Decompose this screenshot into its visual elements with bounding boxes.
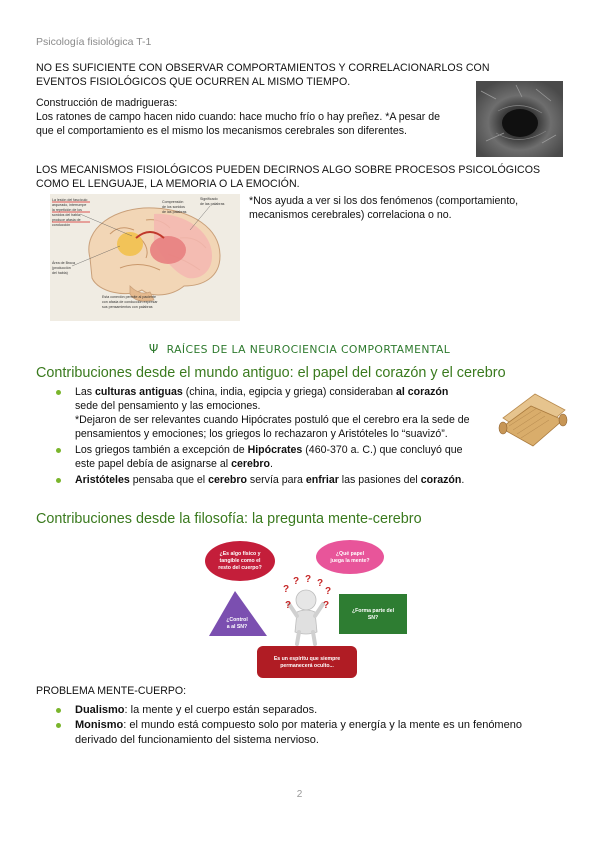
brain-label-bottom-3: sus pensamientos con palabras — [102, 305, 153, 309]
list-item: Las culturas antiguas (china, india, egipcia y griega) consideraban al corazón sede del pensamiento y las emociones. *Dejaron de ser relevantes cuando Hipócrates postuló que el cerebro era la sede de pensamientos y emociones; los griegos lo rechazaron y Aristóteles lo “suavizó”. — [56, 385, 486, 441]
brain-label-top-left-1: La lesión del fascículo — [52, 198, 88, 202]
list-item: Dualismo: la mente y el cuerpo están separados. — [56, 703, 556, 718]
bubble-pink-line-1: ¿Qué papel — [335, 551, 365, 557]
mundo-antiguo-list — [56, 385, 486, 487]
brain-label-top-left-2: arqueado, interrumpe — [52, 203, 87, 207]
svg-text:?: ? — [305, 574, 312, 585]
bottom-line-1: Es un espíritu que siempre — [273, 656, 341, 662]
brain-label-top-left-3: la repetición de los — [52, 208, 82, 212]
madrigueras-line-1: Los ratones de campo hacen nido cuando: hace mucho frío o hay preñez. *A pesar de — [36, 111, 441, 123]
brain-label-mid-2: de los sonidos — [162, 205, 185, 209]
papyrus-scroll-image — [497, 388, 569, 450]
svg-text:?: ? — [325, 586, 332, 597]
square-shape — [339, 594, 407, 634]
brain-label-top-left-5: produce afasia de — [52, 218, 81, 222]
thinking-person-icon — [289, 590, 323, 644]
brain-label-left-3: del habla) — [52, 271, 68, 275]
bubble-red-line-3: resto del cuerpo? — [218, 565, 262, 571]
page-number: 2 — [296, 789, 303, 800]
mouse-nest-photo — [476, 81, 563, 157]
bubble-pink — [316, 540, 384, 574]
list-item: Aristóteles pensaba que el cerebro servía para enfriar las pasiones del corazón. — [56, 473, 486, 487]
document-header: Psicología fisiológica T-1 — [36, 36, 152, 48]
bubble-red-line-1: ¿Es algo físico y — [219, 551, 261, 557]
brain-label-left-1: Área de Broca — [52, 261, 75, 265]
brain-label-top-left-4: sonidos del habla; — [52, 213, 81, 217]
mind-body-diagram — [205, 536, 410, 682]
svg-text:?: ? — [285, 600, 292, 611]
madrigueras-title: Construcción de madrigueras: — [36, 97, 178, 109]
square-line-2: SN? — [367, 615, 379, 621]
square-line-1: ¿Forma parte del — [351, 608, 395, 614]
mecanismos-line-2: COMO EL LENGUAJE, LA MEMORIA O LA EMOCIÓN. — [36, 178, 300, 190]
mecanismos-line-1: LOS MECANISMOS FISIOLÓGICOS PUEDEN DECIRNOS ALGO SOBRE PROCESOS PSICOLÓGICOS — [36, 164, 541, 176]
brain-label-bottom-2: con afasia de conducción expresar — [102, 300, 158, 304]
brain-label-mid-3: de las palabras — [162, 210, 187, 214]
problema-list — [56, 703, 556, 748]
bullet-icon — [56, 708, 61, 713]
note-line-2: mecanismos cerebrales) correlaciona o no. — [249, 209, 452, 221]
brain-label-left-2: (producción — [52, 266, 71, 270]
psi-icon: Ψ — [148, 342, 159, 356]
bullet-icon — [56, 390, 61, 395]
bullet-icon — [56, 723, 61, 728]
brain-label-mid-1: Comprensión — [162, 200, 184, 204]
bullet-icon — [56, 478, 61, 483]
brain-figure — [50, 194, 240, 321]
filosofia-heading: Contribuciones desde la filosofía: la pregunta mente-cerebro — [36, 511, 422, 527]
bullet-icon — [56, 448, 61, 453]
note-paragraph — [249, 194, 518, 222]
section-title — [0, 342, 599, 356]
section-title-text: RAÍCES DE LA NEUROCIENCIA COMPORTAMENTAL — [166, 343, 451, 356]
svg-text:?: ? — [293, 576, 300, 587]
bottom-line-2: permanecerá oculto... — [280, 663, 334, 669]
mundo-antiguo-heading: Contribuciones desde el mundo antiguo: el papel del corazón y el cerebro — [36, 365, 506, 381]
problema-title: PROBLEMA MENTE-CUERPO: — [36, 685, 187, 697]
mecanismos-paragraph — [36, 163, 540, 191]
intro-paragraph — [36, 61, 490, 89]
svg-text:?: ? — [323, 600, 330, 611]
note-line-1: *Nos ayuda a ver si los dos fenómenos (comportamiento, — [249, 195, 519, 207]
intro-line-2: EVENTOS FISIOLÓGICOS QUE OCURREN AL MISMO TIEMPO. — [36, 76, 351, 88]
brain-label-bottom-1: Esta conexión permite al paciente — [102, 295, 156, 299]
triangle-line-2: a al SN? — [226, 624, 248, 630]
list-item: Los griegos también a excepción de Hipócrates (460-370 a. C.) que concluyó que este papel debía de asignarse al cerebro. — [56, 443, 486, 471]
bubble-pink-line-2: juega la mente? — [330, 558, 370, 564]
intro-line-1: NO ES SUFICIENTE CON OBSERVAR COMPORTAMIENTOS Y CORRELACIONARLOS CON — [36, 62, 490, 74]
bubble-red-line-2: tangible como el — [219, 558, 261, 564]
triangle-line-1: ¿Control — [226, 617, 248, 623]
madrigueras-paragraph — [36, 96, 466, 138]
svg-text:?: ? — [283, 584, 290, 595]
brain-label-top-right-2: de las palabras — [200, 202, 225, 206]
bottom-rect — [257, 646, 357, 678]
list-item: Monismo: el mundo está compuesto solo por materia y energía y la mente es un fenómeno derivado del funcionamiento del sistema nervioso. — [56, 718, 556, 748]
madrigueras-line-2: que el comportamiento es el mismo los mecanismos cerebrales son diferentes. — [36, 125, 407, 137]
brain-label-top-left-6: conducción — [52, 223, 71, 227]
svg-text:?: ? — [317, 578, 324, 589]
brain-label-top-right-1: Significado — [200, 197, 218, 201]
